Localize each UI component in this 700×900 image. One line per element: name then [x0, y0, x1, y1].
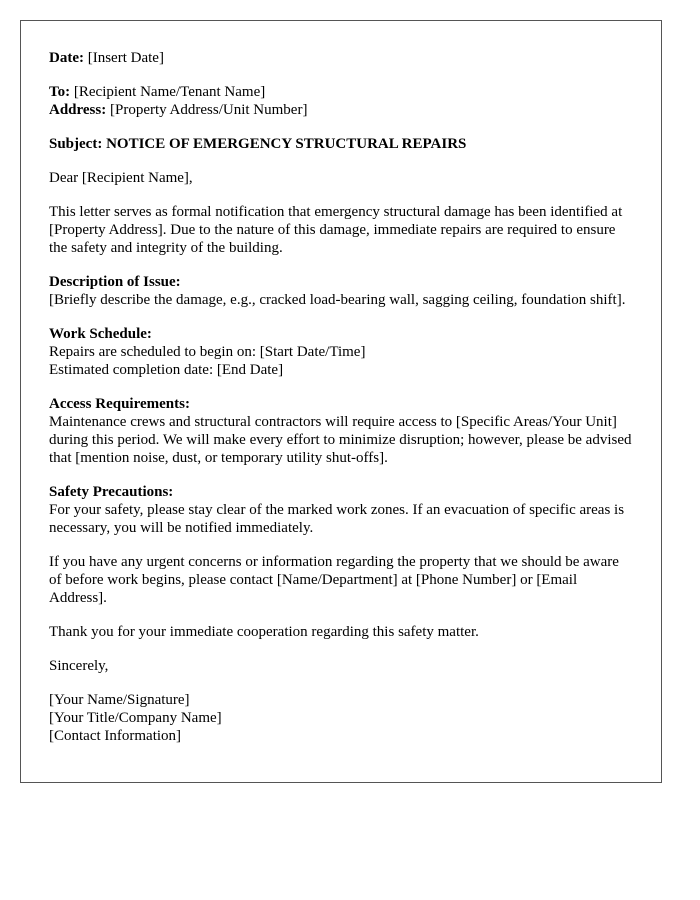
schedule-section — [49, 325, 633, 379]
safety-section — [49, 483, 633, 537]
description-section — [49, 273, 633, 309]
to-line — [49, 83, 633, 101]
schedule-heading: Work Schedule: — [49, 326, 152, 342]
signature-title: [Your Title/Company Name] — [49, 710, 222, 726]
access-heading: Access Requirements: — [49, 396, 190, 412]
salutation: Dear [Recipient Name], — [49, 170, 193, 186]
signature-contact: [Contact Information] — [49, 728, 182, 744]
intro-paragraph: This letter serves as formal notification that emergency structural damage has been identified at [Property Address]. Due to the nature of this damage, immediate repairs are required to ensure the safety and integrity of the building. — [49, 204, 623, 256]
address-line — [49, 101, 633, 119]
closing: Sincerely, — [49, 658, 109, 674]
description-heading: Description of Issue: — [49, 274, 181, 290]
subject-line — [49, 135, 633, 153]
date-label: Date: — [49, 50, 84, 66]
subject-value: NOTICE OF EMERGENCY STRUCTURAL REPAIRS — [106, 136, 467, 152]
signature-name: [Your Name/Signature] — [49, 692, 190, 708]
to-label: To: — [49, 84, 71, 100]
schedule-start: Repairs are scheduled to begin on: [Start Date/Time] — [49, 344, 366, 360]
description-text: [Briefly describe the damage, e.g., cracked load-bearing wall, sagging ceiling, foundation shift]. — [49, 292, 626, 308]
thanks-paragraph: Thank you for your immediate cooperation regarding this safety matter. — [49, 624, 479, 640]
signature-block — [49, 691, 633, 745]
date-value: [Insert Date] — [87, 50, 164, 66]
schedule-end: Estimated completion date: [End Date] — [49, 362, 284, 378]
address-label: Address: — [49, 102, 107, 118]
date-line — [49, 49, 633, 67]
address-value: [Property Address/Unit Number] — [109, 102, 308, 118]
to-value: [Recipient Name/Tenant Name] — [73, 84, 266, 100]
contact-paragraph: If you have any urgent concerns or information regarding the property that we should be aware of before work begins, please contact [Name/Department] at [Phone Number] or [Email Address]. — [49, 554, 619, 606]
safety-heading: Safety Precautions: — [49, 484, 174, 500]
subject-label: Subject: — [49, 136, 103, 152]
access-text: Maintenance crews and structural contractors will require access to [Specific Areas/Your Unit] during this period. We will make every effort to minimize disruption; however, please be advised that [mention noise, dust, or temporary utility shut-offs]. — [49, 414, 632, 466]
safety-text: For your safety, please stay clear of the marked work zones. If an evacuation of specific areas is necessary, you will be notified immediately. — [49, 502, 625, 536]
access-section — [49, 395, 633, 467]
recipient-block — [49, 83, 633, 119]
letter — [20, 20, 662, 783]
